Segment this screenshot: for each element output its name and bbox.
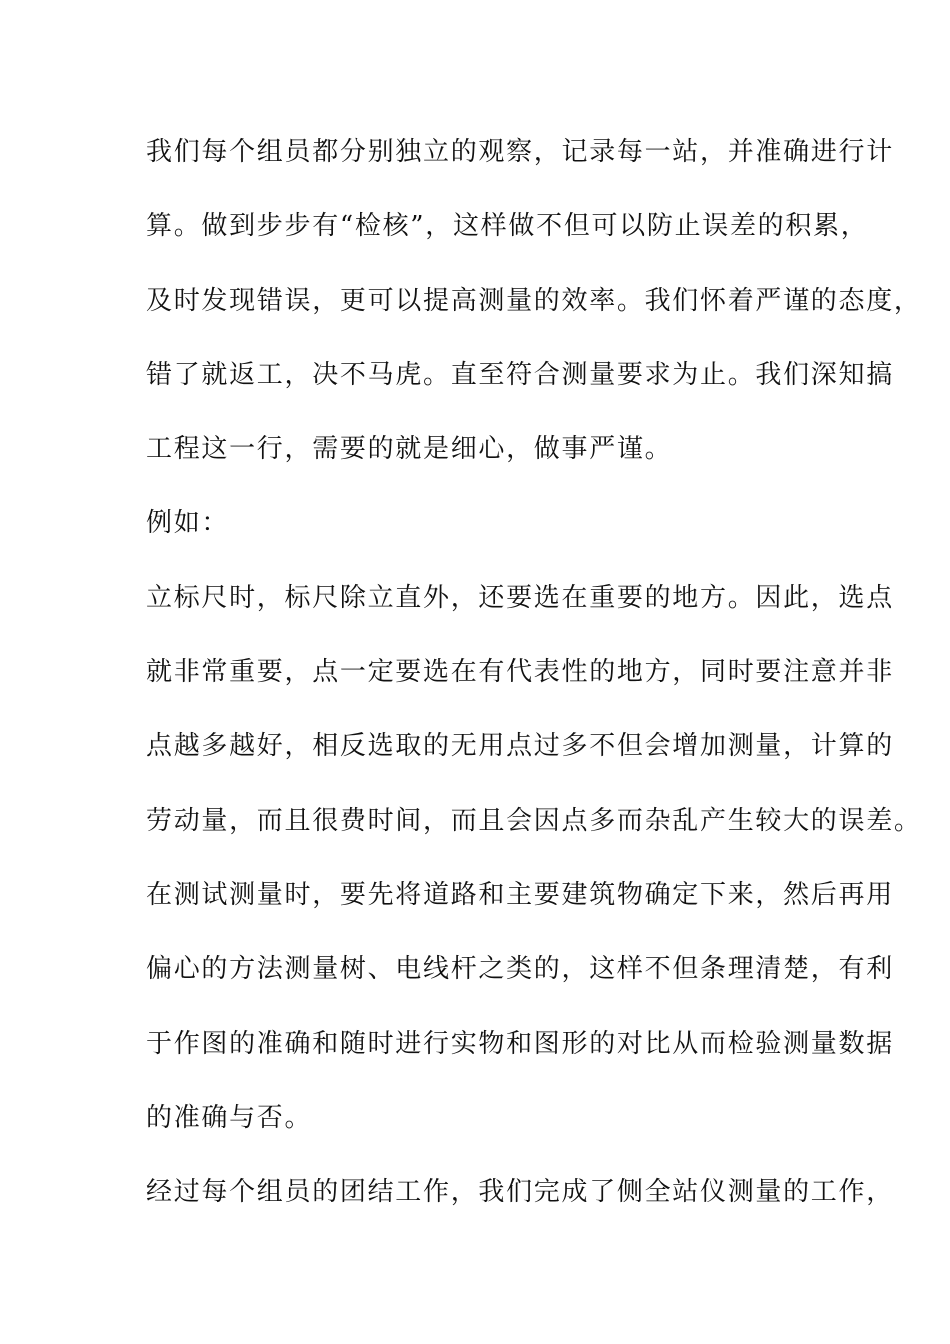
- text-line-8: 就非常重要，点一定要选在有代表性的地方，同时要注意并非: [146, 657, 894, 687]
- text-line-15: 经过每个组员的团结工作，我们完成了侧全站仪测量的工作，: [146, 1177, 894, 1207]
- text-line-3: 及时发现错误，更可以提高测量的效率。我们怀着严谨的态度，: [146, 286, 922, 316]
- text-line-14: 的准确与否。: [146, 1103, 313, 1133]
- text-line-11: 在测试测量时，要先将道路和主要建筑物确定下来，然后再用: [146, 880, 894, 910]
- text-line-10: 劳动量，而且很费时间，而且会因点多而杂乱产生较大的误差。: [146, 806, 922, 836]
- text-line-4: 错了就返工，决不马虎。直至符合测量要求为止。我们深知搞: [146, 360, 894, 390]
- text-line-9: 点越多越好，相反选取的无用点过多不但会增加测量，计算的: [146, 731, 894, 761]
- text-line-5: 工程这一行，需要的就是细心，做事严谨。: [146, 434, 673, 464]
- text-line-13: 于作图的准确和随时进行实物和图形的对比从而检验测量数据: [146, 1029, 894, 1059]
- text-line-12: 偏心的方法测量树、电线杆之类的，这样不但条理清楚，有利: [146, 954, 894, 984]
- text-line-1: 我们每个组员都分别独立的观察，记录每一站，并准确进行计: [146, 137, 894, 167]
- text-line-6: 例如：: [146, 508, 230, 538]
- text-line-7: 立标尺时，标尺除立直外，还要选在重要的地方。因此，选点: [146, 583, 894, 613]
- text-line-2: 算。做到步步有“检核”，这样做不但可以防止误差的积累，: [146, 211, 869, 241]
